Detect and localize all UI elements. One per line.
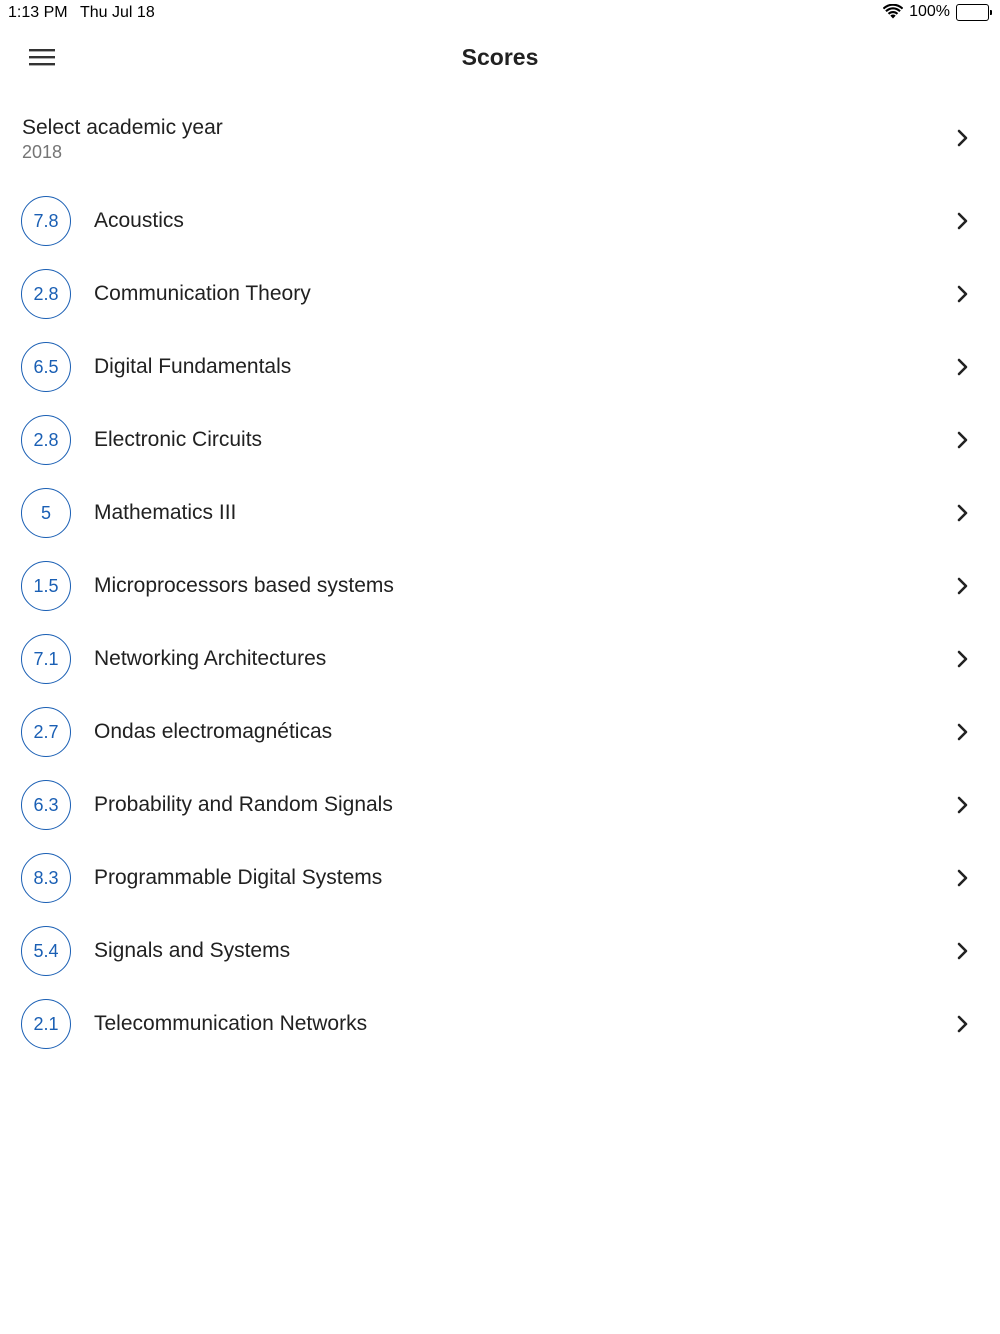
status-bar	[0, 0, 1000, 26]
score-badge: 2.8	[21, 269, 71, 319]
subject-name: Telecommunication Networks	[94, 1012, 368, 1035]
subject-name: Electronic Circuits	[94, 428, 263, 451]
subject-row[interactable]	[0, 842, 1000, 915]
academic-year-selector[interactable]	[0, 100, 1000, 176]
subject-name: Communication Theory	[94, 282, 311, 305]
score-badge: 8.3	[21, 853, 71, 903]
academic-year-label: Select academic year	[22, 116, 223, 139]
chevron-right-icon	[956, 503, 970, 523]
subject-row[interactable]	[0, 258, 1000, 331]
subject-name: Digital Fundamentals	[94, 355, 292, 378]
chevron-right-icon	[956, 649, 970, 669]
status-time: 1:13 PM	[8, 4, 68, 21]
score-badge: 2.1	[21, 999, 71, 1049]
subject-row[interactable]	[0, 550, 1000, 623]
subject-row[interactable]	[0, 696, 1000, 769]
subject-row[interactable]	[0, 988, 1000, 1061]
chevron-right-icon	[956, 357, 970, 377]
score-badge: 2.8	[21, 415, 71, 465]
chevron-right-icon	[956, 576, 970, 596]
chevron-right-icon	[956, 284, 970, 304]
subject-name: Networking Architectures	[94, 647, 327, 670]
subject-name: Microprocessors based systems	[94, 574, 394, 597]
academic-year-value: 2018	[22, 142, 63, 162]
subject-row[interactable]	[0, 915, 1000, 988]
subject-row[interactable]	[0, 477, 1000, 550]
subject-name: Signals and Systems	[94, 939, 291, 962]
score-badge: 1.5	[21, 561, 71, 611]
chevron-right-icon	[956, 941, 970, 961]
subject-list	[0, 185, 1000, 1061]
battery-icon	[956, 4, 992, 21]
wifi-icon	[883, 4, 903, 20]
score-badge: 7.1	[21, 634, 71, 684]
subject-name: Mathematics III	[94, 501, 237, 524]
subject-name: Programmable Digital Systems	[94, 866, 383, 889]
score-badge: 7.8	[21, 196, 71, 246]
subject-name: Acoustics	[94, 209, 184, 232]
chevron-right-icon	[956, 211, 970, 231]
status-indicators	[883, 3, 992, 21]
chevron-right-icon	[956, 430, 970, 450]
chevron-right-icon	[956, 722, 970, 742]
subject-row[interactable]	[0, 404, 1000, 477]
subject-row[interactable]	[0, 185, 1000, 258]
subject-row[interactable]	[0, 623, 1000, 696]
subject-row[interactable]	[0, 331, 1000, 404]
score-badge: 6.5	[21, 342, 71, 392]
score-badge: 6.3	[21, 780, 71, 830]
page-title: Scores	[461, 44, 539, 70]
score-badge: 2.7	[21, 707, 71, 757]
subject-name: Probability and Random Signals	[94, 793, 393, 816]
subject-name: Ondas electromagnéticas	[94, 720, 333, 743]
status-date: Thu Jul 18	[80, 4, 155, 21]
subject-row[interactable]	[0, 769, 1000, 842]
app-bar	[0, 26, 1000, 92]
chevron-right-icon	[956, 868, 970, 888]
score-badge: 5	[21, 488, 71, 538]
chevron-right-icon	[956, 795, 970, 815]
chevron-right-icon	[956, 128, 970, 148]
chevron-right-icon	[956, 1014, 970, 1034]
battery-percentage: 100%	[909, 3, 950, 20]
score-badge: 5.4	[21, 926, 71, 976]
